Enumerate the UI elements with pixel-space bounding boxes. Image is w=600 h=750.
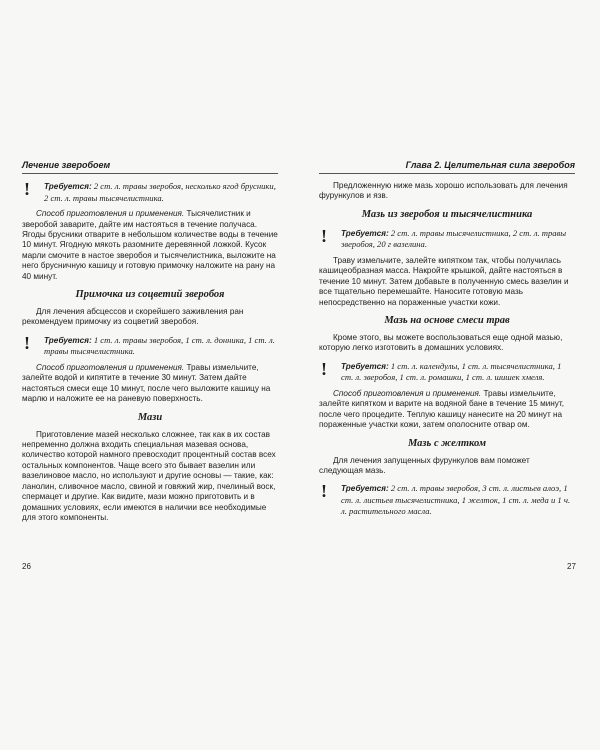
requirement-block bbox=[319, 483, 575, 516]
exclamation-icon: ! bbox=[321, 358, 327, 379]
paragraph bbox=[22, 209, 278, 282]
requirement-label: Требуется: bbox=[341, 484, 389, 494]
method-lead: Способ приготовления и применения. bbox=[36, 209, 185, 219]
requirement-text: 1 ст. л. травы зверобоя, 1 ст. л. донника, 1 ст. л. травы тысячелистника. bbox=[44, 334, 275, 357]
requirement-block bbox=[319, 358, 575, 383]
paragraph: Кроме этого, вы можете воспользоваться еще одной мазью, которую легко изготовить в домашних условиях. bbox=[319, 333, 563, 353]
requirement-block bbox=[22, 181, 278, 203]
paragraph: Для лечения запущенных фурункулов вам поможет следующая мазь. bbox=[319, 455, 530, 476]
requirement-block bbox=[319, 225, 575, 250]
paragraph: Предложенную ниже мазь хорошо использовать для лечения фурункулов и язв. bbox=[319, 181, 568, 201]
page-number: 27 bbox=[567, 562, 576, 571]
paragraph: Приготовление мазей несколько сложнее, так как в их состав непременно должна входить специальная мазевая основа, количество которой намного превосходит процентный состав всех остальных компонентов. Чаще всего это бывает вазелин или вазелиновое масло, но используют и другие основы — такие, как: ланолин, сливочное масло, свиной и говяжий жир, пчелиный воск, спермацет и другие. Как видите, мази можно приготовить и в домашних условиях, если имеются в наличии все необходимые для этого компоненты. bbox=[22, 429, 276, 522]
exclamation-icon: ! bbox=[24, 179, 30, 199]
requirement-text: 2 ст. л. травы зверобоя, несколько ягод брусники, 2 ст. л. травы тысячелистника. bbox=[44, 181, 276, 203]
running-header: Лечение зверобоем bbox=[22, 160, 278, 174]
right-page bbox=[319, 160, 575, 580]
requirement-text: 1 ст. л. календулы, 1 ст. л. тысячелистника, 1 ст. л. зверобоя, 1 ст. л. ромашки, 1 ст. л. шишек хмеля. bbox=[341, 360, 562, 383]
requirement-label: Требуется: bbox=[44, 182, 92, 191]
paragraph: Для лечения абсцессов и скорейшего заживления ран рекомендуем примочку из соцветий зверобоя. bbox=[22, 307, 244, 327]
method-lead: Способ приготовления и применения. bbox=[333, 389, 482, 399]
paragraph-text: Тысячелистник и зверобой заварите, дайте им настояться в течение получаса. Ягоды брусники отварите в небольшом количестве воды в течение 10 минут. Ягодную мякоть разомните деревянной ложкой. Кусок марли смочите в настое зверобоя и тысячелистника, выложите на него брусничную кашицу и готовую примочку наложите на рану на 40 минут. bbox=[22, 209, 278, 281]
requirement-label: Требуется: bbox=[341, 228, 389, 238]
paragraph bbox=[22, 363, 278, 405]
exclamation-icon: ! bbox=[24, 332, 30, 353]
section-heading: Мазь на основе смеси трав bbox=[384, 315, 510, 327]
paragraph-text: Травы измельчите, залейте кипятком и варите на водяной бане в течение 15 минут, после чего процедите. Теплую кашицу нанесите на 20 минут на пораженные участки кожи, затем ополосните отвар ом. bbox=[319, 389, 565, 430]
paragraph: Траву измельчите, залейте кипятком так, чтобы получилась кашицеобразная масса. Накройте крышкой, дайте настояться в течение 10 минут. Затем добавьте в полученную смесь вазелин и все тщательно перемешайте. Наносите готовую мазь непосредственно на пораженные участки кожи. bbox=[319, 256, 569, 307]
requirement-block bbox=[22, 332, 278, 357]
page-number: 26 bbox=[22, 562, 31, 571]
section-heading: Мазь с желтком bbox=[407, 437, 487, 449]
section-heading: Примочка из соцветий зверобоя bbox=[75, 289, 225, 301]
method-lead: Способ приготовления и применения. bbox=[36, 363, 185, 373]
section-heading: Мазь из зверобоя и тысячелистника bbox=[361, 208, 533, 220]
requirement-label: Требуется: bbox=[341, 361, 389, 371]
paragraph bbox=[319, 389, 575, 431]
left-page bbox=[22, 160, 278, 580]
paragraph-text: Травы измельчите, залейте водой и кипятите в течение 30 минут. Затем дайте настояться смеси еще 10 минут, после чего выложите кашицу на марлю и наложите ее на раневую поверхность. bbox=[22, 363, 271, 404]
requirement-text: 2 ст. л. травы тысячелистника, 2 ст. л. травы зверобоя, 20 г вазелина. bbox=[341, 227, 567, 250]
requirement-text: 2 ст. л. травы зверобоя, 3 ст. л. листьев алоэ, 1 ст. л. листьев тысячелистника, 1 желток, 1 ст. л. меда и 1 ч. л. растительного масла. bbox=[341, 483, 571, 516]
section-heading: Мази bbox=[137, 411, 163, 423]
running-header: Глава 2. Целительная сила зверобоя bbox=[319, 160, 575, 174]
requirement-label: Требуется: bbox=[44, 335, 92, 345]
exclamation-icon: ! bbox=[321, 481, 327, 502]
exclamation-icon: ! bbox=[321, 225, 327, 246]
